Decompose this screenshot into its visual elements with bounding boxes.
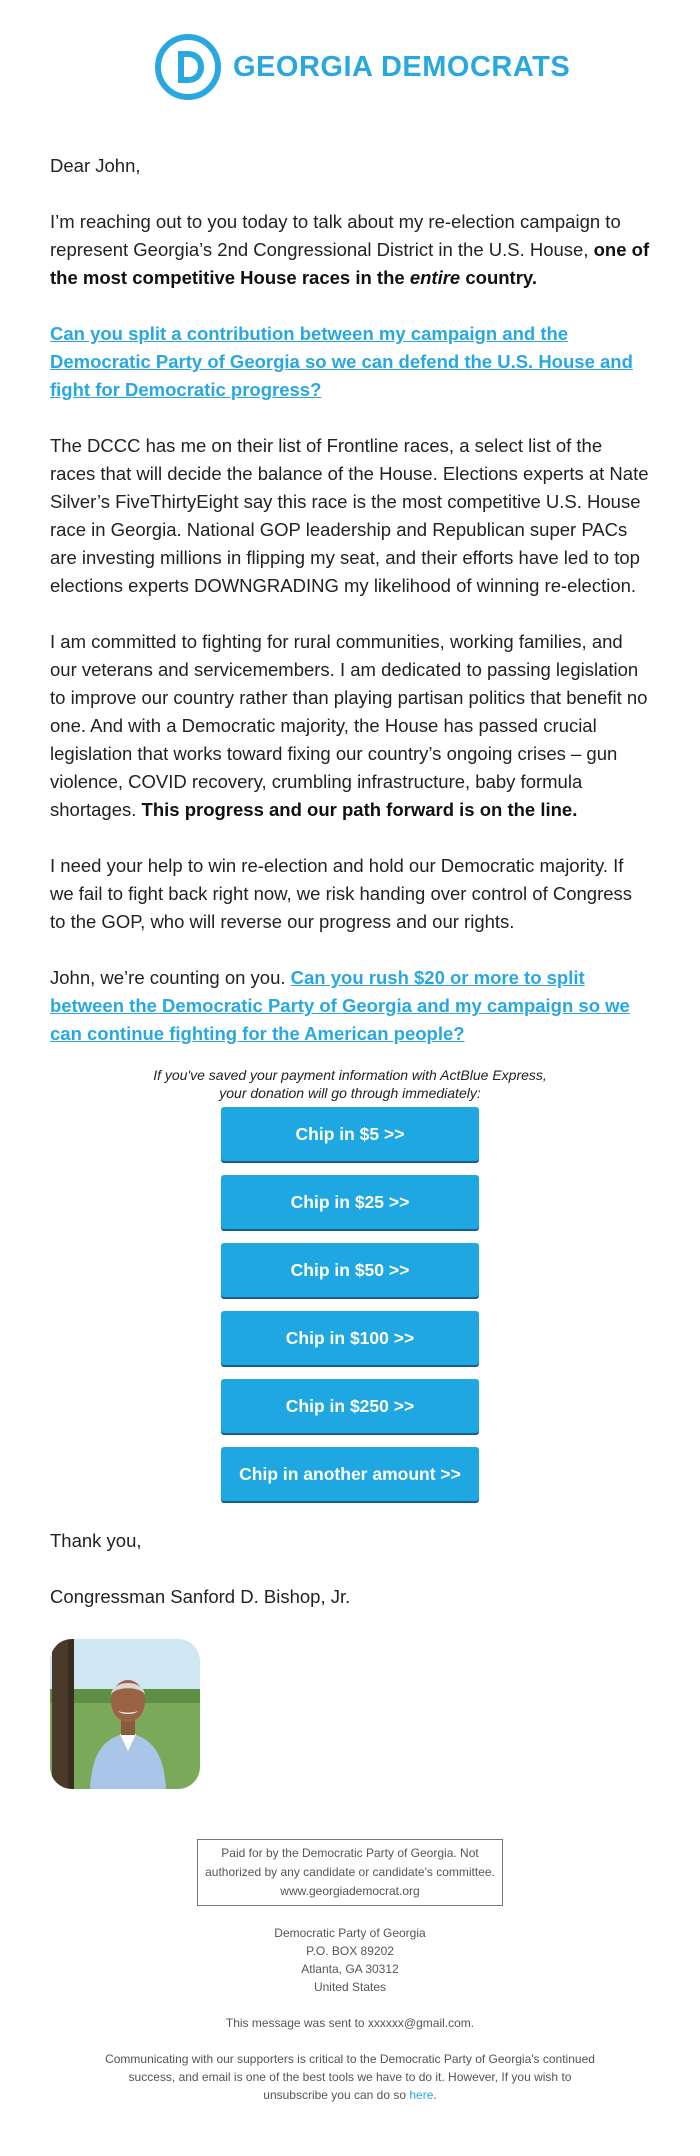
intro-bold-italic: entire bbox=[409, 267, 461, 288]
sent-prefix: This message was sent to bbox=[225, 2016, 368, 2030]
actblue-note-line-2: your donation will go through immediately: bbox=[219, 1085, 481, 1101]
chip-in-50-button[interactable]: Chip in $50 >> bbox=[221, 1243, 479, 1297]
commitment-paragraph bbox=[50, 628, 650, 824]
signature: Congressman Sanford D. Bishop, Jr. bbox=[50, 1586, 351, 1607]
democrats-d-logo-icon bbox=[155, 34, 221, 100]
recipient-email: xxxxxx@gmail.com bbox=[367, 2016, 471, 2030]
unsubscribe-notice bbox=[100, 2050, 600, 2104]
donate-buttons bbox=[50, 1107, 650, 1515]
actblue-note-line-1: If you've saved your payment information with ActBlue Express, bbox=[153, 1067, 547, 1083]
cta-paragraph-1 bbox=[50, 320, 650, 404]
cta-paragraph-2 bbox=[50, 964, 650, 1048]
paid-line-1: Paid for by the Democratic Party of Georgia. Not bbox=[221, 1846, 479, 1860]
mailing-address bbox=[0, 1924, 700, 1996]
po-box: P.O. BOX 89202 bbox=[306, 1944, 394, 1958]
greeting: Dear John, bbox=[50, 155, 141, 176]
paid-for-by-disclaimer bbox=[197, 1839, 503, 1906]
paid-line-2: authorized by any candidate or candidate's committee. bbox=[205, 1865, 495, 1879]
country: United States bbox=[313, 1980, 387, 1994]
counting-on-you-text: John, we’re counting on you. bbox=[50, 967, 291, 988]
candidate-photo bbox=[50, 1639, 200, 1789]
chip-in-other-amount-button[interactable]: Chip in another amount >> bbox=[221, 1447, 479, 1501]
chip-in-100-button[interactable]: Chip in $100 >> bbox=[221, 1311, 479, 1365]
need-help-paragraph: I need your help to win re-election and hold our Democratic majority. If we fail to fight back right now, we risk handing over control of Congress to the GOP, who will reverse our progress and our rights. bbox=[50, 855, 633, 932]
logo-wordmark: GEORGIA DEMOCRATS bbox=[233, 50, 571, 83]
email-header bbox=[0, 0, 700, 100]
chip-in-250-button[interactable]: Chip in $250 >> bbox=[221, 1379, 479, 1433]
split-contribution-link[interactable]: Can you split a contribution between my campaign and the Democratic Party of Georgia so we can defend the U.S. House and fight for Democratic progress? bbox=[50, 323, 633, 400]
frontline-paragraph: The DCCC has me on their list of Frontline races, a select list of the races that will decide the balance of the House. Elections experts at Nate Silver’s FiveThirtyEight say this race is the most competitive U.S. House race in Georgia. National GOP leadership and Republican super PACs are investing millions in flipping my seat, and their efforts have led to top elections experts DOWNGRADING my likelihood of winning re-election. bbox=[50, 435, 649, 596]
actblue-express-note bbox=[50, 1066, 650, 1102]
intro-bold-b: country. bbox=[460, 267, 537, 288]
unsubscribe-end: . bbox=[433, 2088, 437, 2102]
georgia-democrats-logo[interactable] bbox=[155, 34, 570, 100]
rush-20-link[interactable]: Can you rush $20 or more to split between the Democratic Party of Georgia and my campaign so we can continue fighting for the American people? bbox=[50, 967, 630, 1044]
unsubscribe-link[interactable]: here bbox=[409, 2088, 434, 2102]
chip-in-25-button[interactable]: Chip in $25 >> bbox=[221, 1175, 479, 1229]
commitment-bold: This progress and our path forward is on the line. bbox=[141, 799, 578, 820]
intro-paragraph bbox=[50, 208, 650, 292]
candidate-portrait-image bbox=[50, 1639, 200, 1789]
email-footer bbox=[0, 1839, 700, 2104]
intro-bold-a: one of the most competitive House races in the bbox=[50, 239, 650, 288]
intro-text: I’m reaching out to you today to talk about my re-election campaign to represent Georgia’s 2nd Congressional District in the U.S. House, bbox=[50, 211, 621, 260]
org-name: Democratic Party of Georgia bbox=[274, 1926, 426, 1940]
sent-to-notice bbox=[0, 2014, 700, 2032]
commitment-text: I am committed to fighting for rural communities, working families, and our veterans and servicemembers. I am dedicated to passing legislation to improve our country rather than playing partisan politics that benefit no one. And with a Democratic majority, the House has passed crucial legislation that works toward fixing our country’s ongoing crises – gun violence, COVID recovery, crumbling infrastructure, baby formula shortages. bbox=[50, 631, 648, 820]
letter-content bbox=[0, 152, 700, 1789]
paid-line-3: www.georgiademocrat.org bbox=[280, 1884, 420, 1898]
closing: Thank you, bbox=[50, 1530, 142, 1551]
chip-in-5-button[interactable]: Chip in $5 >> bbox=[221, 1107, 479, 1161]
sent-suffix: . bbox=[470, 2016, 475, 2030]
city-line: Atlanta, GA 30312 bbox=[301, 1962, 399, 1976]
unsubscribe-text: Communicating with our supporters is critical to the Democratic Party of Georgia's continued success, and email is one of the best tools we have to do it. However, If you wish to unsubscribe you can do so bbox=[105, 2052, 595, 2102]
